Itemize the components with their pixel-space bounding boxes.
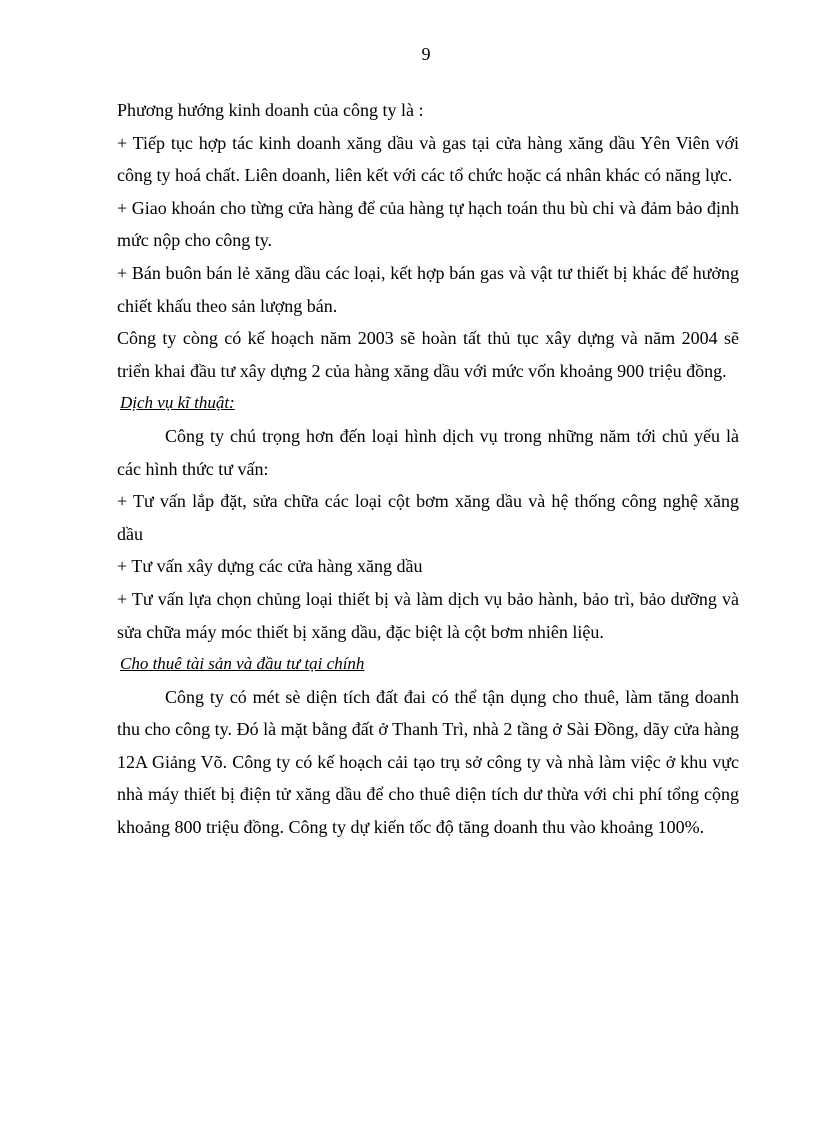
lease-investment-heading: Cho thuê tài sản và đầu tư tại chính (120, 654, 365, 674)
investment-plan-paragraph: Công ty còng có kế hoạch năm 2003 sẽ hoàn tất thủ tục xây dựng và năm 2004 sẽ triển khai đầu tư xây dựng 2 của hàng xăng dầu với mức vốn khoảng 900 triệu đồng. (117, 328, 739, 381)
lease-investment-paragraph: Công ty có mét sè diện tích đất đai có thể tận dụng cho thuê, làm tăng doanh thu cho công ty. Đó là mặt bằng đất ở Thanh Trì, nhà 2 tầng ở Sài Đồng, dãy cửa hàng 12A Giảng Võ. Công ty có kế hoạch cải tạo trụ sở công ty và nhà làm việc ở khu vực nhà máy thiết bị điện tử xăng dầu để cho thuê diện tích dư thừa với chi phí tổng cộng khoảng 800 triệu đồng. Công ty dự kiến tốc độ tăng doanh thu vào khoảng 100%. (117, 686, 739, 838)
technical-services-intro: Công ty chú trọng hơn đến loại hình dịch vụ trong những năm tới chủ yếu là các hình thức tư vấn: (117, 425, 739, 479)
technical-service-item: + Tư vấn xây dựng các cửa hàng xăng dầu (117, 556, 423, 577)
business-direction-item: + Bán buôn bán lẻ xăng dầu các loại, kết hợp bán gas và vật tư thiết bị khác để hưởng chiết khấu theo sản lượng bán. (117, 262, 739, 316)
page-number: 9 (421, 44, 431, 64)
document-body (117, 94, 739, 844)
business-direction-item: + Tiếp tục hợp tác kinh doanh xăng dầu và gas tại cửa hàng xăng dầu Yên Viên với công ty hoá chất. Liên doanh, liên kết với các tổ chức hoặc cá nhân khác có năng lực. (117, 132, 739, 186)
business-direction-title: Phương hướng kinh doanh của công ty là : (117, 100, 424, 120)
business-direction-item: + Giao khoán cho từng cửa hàng để của hàng tự hạch toán thu bù chi và đảm bảo định mức nộp cho công ty. (117, 197, 739, 251)
technical-service-item: + Tư vấn lựa chọn chủng loại thiết bị và làm dịch vụ bảo hành, bảo trì, bảo dưỡng và sửa chữa máy móc thiết bị xăng dầu, đặc biệt là cột bơm nhiên liệu. (117, 588, 739, 642)
technical-service-item: + Tư vấn lắp đặt, sửa chữa các loại cột bơm xăng dầu và hệ thống công nghệ xăng dầu (117, 491, 739, 544)
technical-services-heading: Dịch vụ kĩ thuật: (120, 393, 235, 413)
